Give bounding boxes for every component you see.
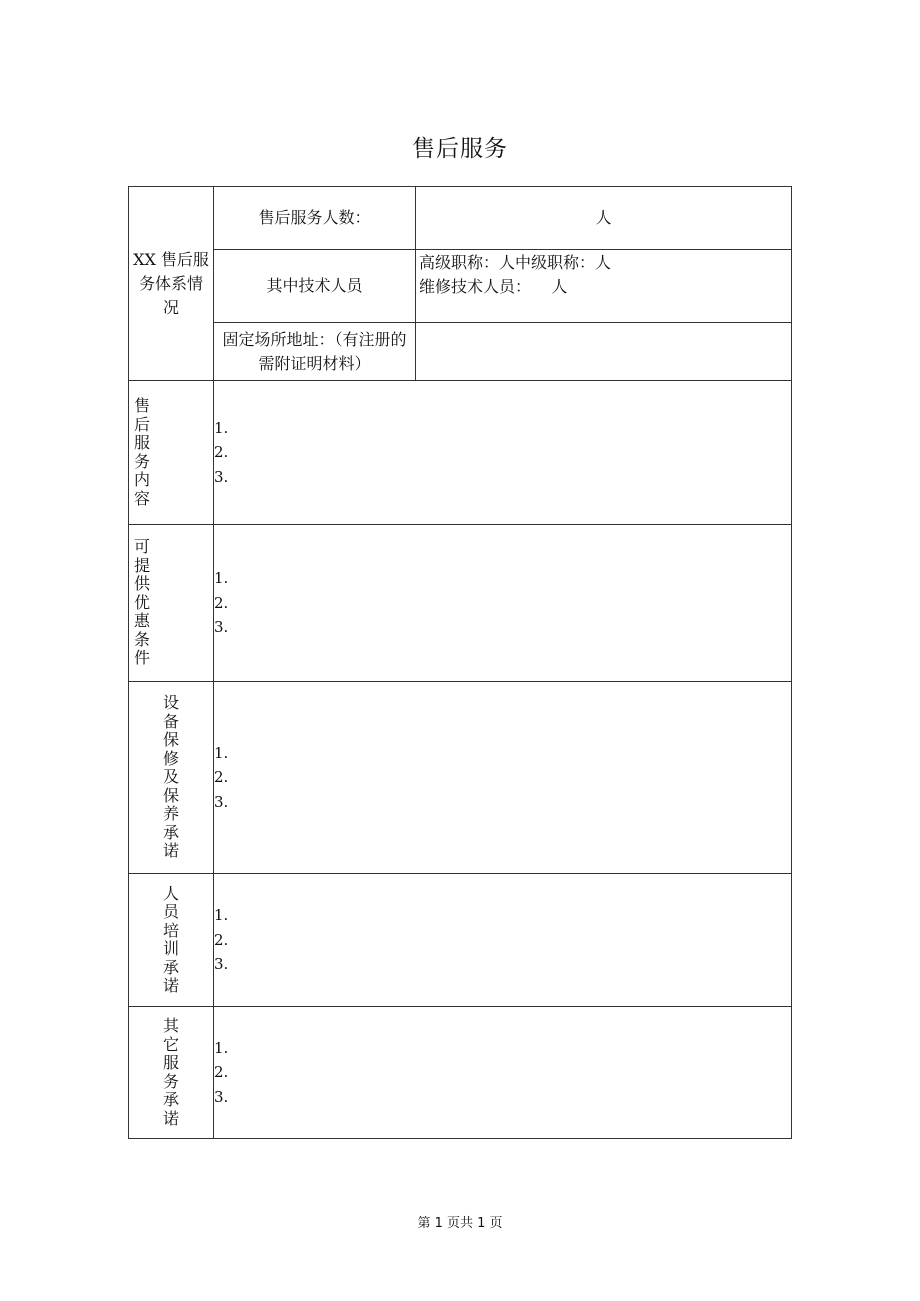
after-sales-form bbox=[128, 186, 792, 1139]
section-content[interactable] bbox=[214, 1007, 792, 1139]
tech-staff-label: 其中技术人员 bbox=[214, 250, 416, 323]
list-item: 2. bbox=[214, 593, 229, 612]
list-item: 3. bbox=[214, 1087, 229, 1106]
service-system-label-cell bbox=[129, 187, 214, 381]
section-label-cell bbox=[129, 525, 214, 682]
section-label-cell bbox=[129, 874, 214, 1007]
section-label bbox=[162, 1017, 180, 1128]
vertical-label-char: 服 bbox=[133, 433, 150, 452]
list-item: 1. bbox=[214, 906, 229, 925]
vertical-label-char: 提 bbox=[133, 555, 150, 575]
section-label-cell bbox=[129, 682, 214, 874]
section-content[interactable] bbox=[214, 381, 792, 525]
section-label-cell bbox=[129, 1007, 214, 1139]
service-system-label: XX 售后服务体系情况 bbox=[133, 249, 209, 317]
list-item: 2. bbox=[214, 443, 229, 462]
vertical-label-char: 可 bbox=[133, 537, 150, 557]
section-label-cell bbox=[129, 381, 214, 525]
list-item: 3. bbox=[214, 792, 229, 811]
section-content[interactable] bbox=[214, 525, 792, 682]
vertical-label-char: 诺 bbox=[162, 1108, 179, 1128]
list-item: 1. bbox=[214, 569, 229, 588]
staff-count-value[interactable]: 人 bbox=[416, 187, 792, 250]
vertical-label-char: 售 bbox=[133, 396, 150, 415]
list-item: 1. bbox=[214, 418, 229, 437]
vertical-label-char: 诺 bbox=[162, 841, 179, 861]
vertical-label-char: 它 bbox=[162, 1034, 179, 1054]
vertical-label-char: 员 bbox=[162, 902, 179, 921]
vertical-label-char: 培 bbox=[162, 920, 179, 940]
section-label bbox=[133, 538, 151, 668]
vertical-label-char: 备 bbox=[162, 711, 179, 731]
vertical-label-char: 养 bbox=[162, 804, 179, 824]
section-content[interactable] bbox=[214, 874, 792, 1007]
list-item: 1. bbox=[214, 743, 229, 762]
vertical-label-char: 保 bbox=[162, 785, 179, 805]
vertical-label-char: 修 bbox=[162, 748, 179, 768]
vertical-label-char: 服 bbox=[162, 1053, 179, 1072]
list-item: 2. bbox=[214, 1063, 229, 1082]
tech-staff-repair-line: 维修技术人员： 人 bbox=[419, 277, 568, 296]
address-label: 固定场所地址：（有注册的需附证明材料） bbox=[214, 323, 416, 381]
section-content[interactable] bbox=[214, 682, 792, 874]
list-item: 3. bbox=[214, 955, 229, 974]
vertical-label-char: 优 bbox=[133, 592, 150, 612]
staff-count-label: 售后服务人数： bbox=[214, 187, 416, 250]
vertical-label-char: 承 bbox=[162, 1090, 179, 1109]
list-item: 3. bbox=[214, 467, 229, 486]
list-item: 2. bbox=[214, 930, 229, 949]
list-item: 2. bbox=[214, 768, 229, 787]
vertical-label-char: 件 bbox=[133, 648, 150, 668]
vertical-label-char: 其 bbox=[162, 1016, 179, 1035]
vertical-label-char: 训 bbox=[162, 939, 179, 958]
vertical-label-char: 承 bbox=[162, 957, 179, 977]
vertical-label-char: 保 bbox=[162, 730, 179, 750]
tech-staff-value-cell[interactable] bbox=[416, 250, 792, 323]
list-item: 3. bbox=[214, 618, 229, 637]
vertical-label-char: 及 bbox=[162, 767, 179, 787]
vertical-label-char: 人 bbox=[162, 883, 179, 903]
tech-staff-titles-line: 高级职称：人中级职称：人 bbox=[419, 253, 612, 272]
vertical-label-char: 容 bbox=[133, 488, 150, 508]
section-label bbox=[162, 885, 180, 996]
vertical-label-char: 务 bbox=[162, 1071, 179, 1091]
vertical-label-char: 设 bbox=[162, 693, 179, 713]
vertical-label-char: 条 bbox=[133, 629, 150, 649]
vertical-label-char: 务 bbox=[133, 451, 150, 471]
document-title: 售后服务 bbox=[412, 136, 508, 162]
vertical-label-char: 后 bbox=[133, 414, 150, 434]
address-value[interactable] bbox=[416, 323, 792, 381]
section-label bbox=[133, 397, 151, 508]
vertical-label-char: 承 bbox=[162, 822, 179, 842]
vertical-label-char: 内 bbox=[133, 470, 150, 489]
page-footer: 第 1 页共 1 页 bbox=[417, 1216, 503, 1231]
list-item: 1. bbox=[214, 1038, 229, 1057]
vertical-label-char: 诺 bbox=[162, 976, 179, 995]
vertical-label-char: 惠 bbox=[133, 611, 150, 631]
vertical-label-char: 供 bbox=[133, 574, 150, 594]
section-label bbox=[162, 694, 180, 861]
